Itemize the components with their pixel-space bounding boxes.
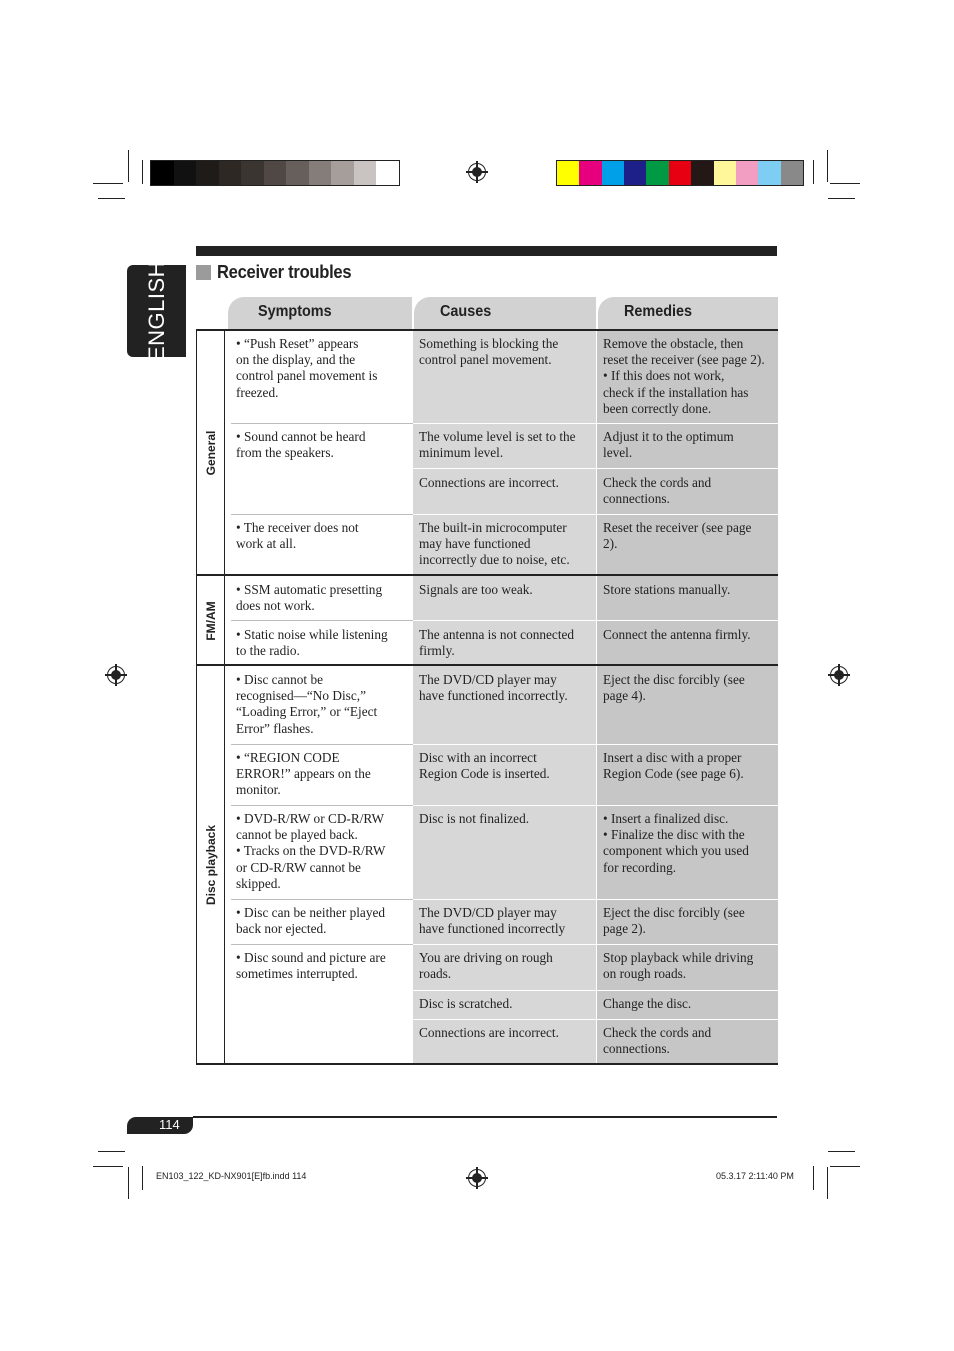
color-swatch xyxy=(354,161,377,185)
cause-cell: Disc is scratched. xyxy=(419,996,513,1011)
color-swatch xyxy=(714,161,736,185)
remedy-cell: Eject the disc forcibly (see page 4). xyxy=(603,672,745,704)
color-swatch xyxy=(376,161,399,185)
symptom-cell: • “Push Reset” appears on the display, and the control panel movement is freezed. xyxy=(236,336,378,400)
cause-cell: The antenna is not connected firmly. xyxy=(419,627,575,659)
remedy-cell: Adjust it to the optimum level. xyxy=(603,429,734,461)
cause-cell: Connections are incorrect. xyxy=(419,1025,559,1040)
remedy-cell: Change the disc. xyxy=(603,996,692,1011)
header-remedies: Remedies xyxy=(598,297,778,329)
row-separator xyxy=(413,514,778,515)
color-swatch xyxy=(624,161,646,185)
category-fm-am: FM/AM xyxy=(196,576,225,665)
symptom-separator xyxy=(231,805,413,806)
crop-mark xyxy=(830,1166,860,1167)
bottom-rule xyxy=(193,1116,777,1118)
crop-mark xyxy=(98,198,125,199)
symptom-cell: • Sound cannot be heard from the speakers. xyxy=(236,429,366,461)
symptom-cell: • The receiver does not work at all. xyxy=(236,520,359,552)
color-bar xyxy=(556,160,804,186)
color-swatch xyxy=(691,161,713,185)
remedy-cell: Reset the receiver (see page 2). xyxy=(603,520,752,552)
symptom-separator xyxy=(231,423,413,424)
color-swatch xyxy=(781,161,803,185)
footer-timestamp: 05.3.17 2:11:40 PM xyxy=(716,1171,794,1181)
cause-cell: The DVD/CD player may have functioned incorrectly xyxy=(419,905,566,937)
header-causes: Causes xyxy=(414,297,596,329)
color-swatch xyxy=(331,161,354,185)
page-number-badge xyxy=(127,1117,193,1134)
top-rule xyxy=(196,246,777,256)
remedy-cell: Stop playback while driving on rough roads. xyxy=(603,950,754,982)
symptom-cell: • Disc cannot be recognised—“No Disc,” “Loading Error,” or “Eject Error” flashes. xyxy=(236,672,378,736)
color-swatch xyxy=(264,161,287,185)
remedy-cell: Connect the antenna firmly. xyxy=(603,627,751,642)
symptom-cell: • Disc sound and picture are sometimes interrupted. xyxy=(236,950,386,982)
cause-cell: You are driving on rough roads. xyxy=(419,950,553,982)
color-swatch xyxy=(286,161,309,185)
crop-mark xyxy=(813,1166,814,1190)
remedy-cell: Store stations manually. xyxy=(603,582,731,597)
symptom-cell: • Disc can be neither played back nor ejected. xyxy=(236,905,386,937)
color-swatch xyxy=(241,161,264,185)
remedy-cell: • Insert a finalized disc. • Finalize the disc with the component which you used for recording. xyxy=(603,811,749,875)
row-separator xyxy=(413,1019,778,1020)
cause-cell: Disc with an incorrect Region Code is inserted. xyxy=(419,750,550,782)
cause-cell: Connections are incorrect. xyxy=(419,475,559,490)
cause-cell: The DVD/CD player may have functioned incorrectly. xyxy=(419,672,568,704)
cause-cell: Disc is not finalized. xyxy=(419,811,530,826)
color-swatch xyxy=(309,161,332,185)
crop-mark xyxy=(93,183,123,184)
symptom-cell: • DVD-R/RW or CD-R/RW cannot be played back. • Tracks on the DVD-R/RW or CD-R/RW cannot be skipped. xyxy=(236,811,386,891)
language-tab xyxy=(127,260,186,362)
cause-cell: Signals are too weak. xyxy=(419,582,533,597)
section-title: Receiver troubles xyxy=(217,262,352,282)
row-separator xyxy=(413,620,778,621)
group-divider xyxy=(196,574,778,576)
crop-mark xyxy=(827,1167,828,1199)
row-separator xyxy=(413,468,778,469)
registration-mark-icon xyxy=(468,163,486,181)
crop-mark xyxy=(128,1167,129,1199)
crop-mark xyxy=(827,150,828,182)
crop-mark xyxy=(828,198,855,199)
registration-mark-icon xyxy=(830,666,848,684)
row-separator xyxy=(413,744,778,745)
color-swatch xyxy=(151,161,174,185)
crop-mark xyxy=(813,160,814,184)
color-swatch xyxy=(646,161,668,185)
row-separator xyxy=(413,944,778,945)
crop-mark xyxy=(828,1151,855,1152)
group-divider xyxy=(196,664,778,666)
cause-cell: Something is blocking the control panel movement. xyxy=(419,336,559,368)
remedy-cell: Check the cords and connections. xyxy=(603,475,712,507)
symptom-separator xyxy=(231,744,413,745)
color-swatch xyxy=(758,161,780,185)
table-bottom-rule xyxy=(196,1063,778,1065)
remedy-cell: Remove the obstacle, then reset the receiver (see page 2). • If this does not work, check if the installation has been correctly done. xyxy=(603,336,765,416)
crop-mark xyxy=(128,150,129,182)
crop-mark xyxy=(830,183,860,184)
symptom-cell: • SSM automatic presetting does not work. xyxy=(236,582,383,614)
crop-mark xyxy=(93,1166,123,1167)
cause-cell: The volume level is set to the minimum level. xyxy=(419,429,576,461)
symptom-separator xyxy=(231,899,413,900)
row-separator xyxy=(413,990,778,991)
crop-mark xyxy=(142,1166,143,1190)
section-bullet-icon xyxy=(196,265,211,280)
color-swatch xyxy=(579,161,601,185)
row-separator xyxy=(413,899,778,900)
symptom-separator xyxy=(231,620,413,621)
color-swatch xyxy=(557,161,579,185)
crop-mark xyxy=(98,1151,125,1152)
language-tab-label: ENGLISH xyxy=(143,260,169,362)
footer-file-info: EN103_122_KD-NX901[E]fb.indd 114 xyxy=(156,1171,307,1181)
cause-cell: The built-in microcomputer may have functioned incorrectly due to noise, etc. xyxy=(419,520,570,568)
crop-mark xyxy=(142,160,143,184)
grayscale-bar xyxy=(150,160,400,186)
symptom-separator xyxy=(231,944,413,945)
row-separator xyxy=(413,805,778,806)
row-separator xyxy=(413,423,778,424)
color-swatch xyxy=(196,161,219,185)
header-symptoms: Symptoms xyxy=(228,297,412,329)
symptom-cell: • “REGION CODE ERROR!” appears on the monitor. xyxy=(236,750,371,798)
color-swatch xyxy=(219,161,242,185)
color-swatch xyxy=(174,161,197,185)
color-swatch xyxy=(736,161,758,185)
remedy-cell: Eject the disc forcibly (see page 2). xyxy=(603,905,745,937)
registration-mark-icon xyxy=(468,1169,486,1187)
category-general: General xyxy=(196,330,225,575)
symptom-cell: • Static noise while listening to the radio. xyxy=(236,627,388,659)
color-swatch xyxy=(669,161,691,185)
symptom-separator xyxy=(231,514,413,515)
page-number: 114 xyxy=(159,1117,180,1132)
category-disc-playback: Disc playback xyxy=(196,666,225,1063)
remedy-cell: Check the cords and connections. xyxy=(603,1025,712,1057)
remedy-cell: Insert a disc with a proper Region Code (see page 6). xyxy=(603,750,744,782)
registration-mark-icon xyxy=(107,666,125,684)
color-swatch xyxy=(602,161,624,185)
